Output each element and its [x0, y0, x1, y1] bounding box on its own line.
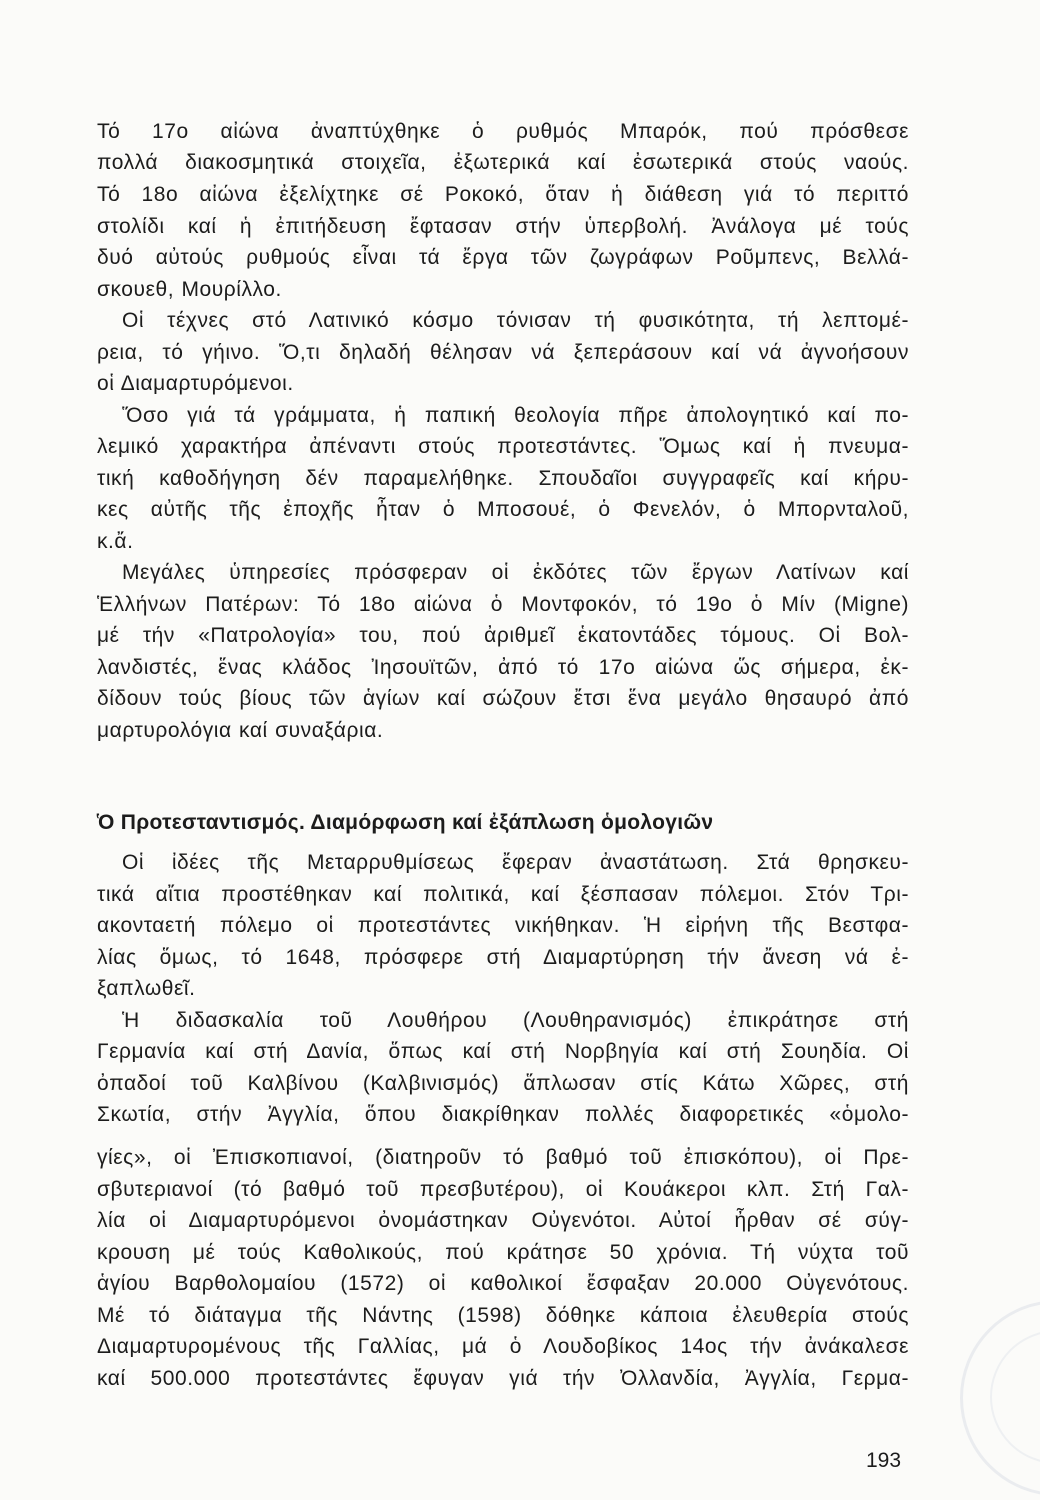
text-line-16: Ἑλλήνων Πατέρων: Τό 18ο αἰώνα ὁ Μοντφοκόν, τό 19ο ὁ Μίν (Migne) — [97, 593, 909, 616]
text-line-14: κ.ἄ. — [97, 530, 134, 553]
text-line-36: Διαμαρτυρομένους τῆς Γαλλίας, μά ὁ Λουδοβίκος 14ος τήν ἀνάκαλεσε — [97, 1335, 909, 1358]
text-line-18: λανδιστές, ἕνας κλάδος Ἰησουϊτῶν, ἀπό τό 17ο αἰώνα ὥς σήμερα, ἐκ- — [97, 656, 909, 679]
text-line-5: δυό αὐτούς ρυθμούς εἶναι τά ἔργα τῶν ζωγράφων Ροῦμπενς, Βελλά- — [97, 246, 909, 269]
text-line-21: Οἱ ἰδέες τῆς Μεταρρυθμίσεως ἔφεραν ἀναστάτωση. Στά θρησκευ- — [122, 851, 909, 874]
text-line-4: στολίδι καί ἡ ἐπιτήδευση ἔφτασαν στήν ὑπερβολή. Ἀνάλογα μέ τούς — [97, 215, 909, 238]
text-line-34: ἁγίου Βαρθολομαίου (1572) οἱ καθολικοί ἔσφαξαν 20.000 Οὐγενότους. — [97, 1272, 909, 1295]
text-line-15: Μεγάλες ὑπηρεσίες πρόσφεραν οἱ ἐκδότες τῶν ἔργων Λατίνων καί — [122, 561, 909, 584]
text-line-29: Σκωτία, στήν Ἀγγλία, ὅπου διακρίθηκαν πολλές διαφορετικές «ὁμολο- — [97, 1103, 909, 1126]
text-line-31: σβυτεριανοί (τό βαθμό τοῦ πρεσβυτέρου), οἱ Κουάκεροι κλπ. Στή Γαλ- — [97, 1178, 909, 1201]
text-line-11: λεμικό χαρακτήρα ἀπέναντι στούς προτεστάντες. Ὅμως καί ἡ πνευμα- — [97, 435, 909, 458]
text-line-22: τικά αἴτια προστέθηκαν καί πολιτικά, καί ξέσπασαν πόλεμοι. Στόν Τρι- — [97, 883, 909, 906]
text-line-33: κρουση μέ τούς Καθολικούς, πού κράτησε 50 χρόνια. Τή νύχτα τοῦ — [97, 1241, 909, 1264]
text-line-7: Οἱ τέχνες στό Λατινικό κόσμο τόνισαν τή φυσικότητα, τή λεπτομέ- — [122, 309, 909, 332]
text-line-2: πολλά διακοσμητικά στοιχεῖα, ἐξωτερικά καί ἐσωτερικά στούς ναούς. — [97, 151, 909, 174]
text-line-6: σκουεθ, Μουρίλλο. — [97, 278, 282, 301]
page-number: 193 — [866, 1449, 902, 1472]
text-line-1: Τό 17ο αἰώνα ἀναπτύχθηκε ὁ ρυθμός Μπαρόκ, πού πρόσθεσε — [97, 120, 909, 143]
text-line-37: καί 500.000 προτεστάντες ἔφυγαν γιά τήν Ὀλλανδία, Ἀγγλία, Γερμα- — [97, 1367, 909, 1390]
text-line-23: ακονταετή πόλεμο οἱ προτεστάντες νικήθηκαν. Ἡ εἰρήνη τῆς Βεστφα- — [97, 914, 909, 937]
text-line-9: οἱ Διαμαρτυρόμενοι. — [97, 372, 294, 395]
text-line-24: λίας ὅμως, τό 1648, πρόσφερε στή Διαμαρτύρηση τήν ἄνεση νά ἐ- — [97, 946, 909, 969]
text-line-13: κες αὐτῆς τῆς ἐποχῆς ἦταν ὁ Μποσουέ, ὁ Φενελόν, ὁ Μπορνταλοῦ, — [97, 498, 909, 521]
text-line-3: Τό 18ο αἰώνα ἐξελίχτηκε σέ Ροκοκό, ὅταν ἡ διάθεση γιά τό περιττό — [97, 183, 909, 206]
section-heading: Ὁ Προτεσταντισμός. Διαμόρφωση καί ἐξάπλωση ὁμολογιῶν — [97, 811, 714, 834]
text-line-20: μαρτυρολόγια καί συναξάρια. — [97, 719, 384, 742]
text-line-32: λία οἱ Διαμαρτυρόμενοι ὀνομάστηκαν Οὐγενότοι. Αὐτοί ἦρθαν σέ σύγ- — [97, 1209, 909, 1232]
text-line-28: ὀπαδοί τοῦ Καλβίνου (Καλβινισμός) ἅπλωσαν στίς Κάτω Χῶρες, στή — [97, 1072, 909, 1095]
text-line-17: μέ τήν «Πατρολογία» του, πού ἀριθμεῖ ἑκατοντάδες τόμους. Οἱ Βολ- — [97, 624, 909, 647]
text-line-8: ρεια, τό γήινο. Ὅ,τι δηλαδή θέλησαν νά ξεπεράσουν καί νά ἀγνοήσουν — [97, 341, 909, 364]
text-line-12: τική καθοδήγηση δέν παραμελήθηκε. Σπουδαῖοι συγγραφεῖς καί κήρυ- — [97, 467, 909, 490]
text-line-35: Μέ τό διάταγμα τῆς Νάντης (1598) δόθηκε κάποια ἐλευθερία στούς — [97, 1304, 909, 1327]
text-line-25: ξαπλωθεῖ. — [97, 977, 196, 1000]
text-line-19: δίδουν τούς βίους τῶν ἁγίων καί σώζουν ἔτσι ἕνα μεγάλο θησαυρό ἀπό — [97, 687, 909, 710]
text-line-26: Ἡ διδασκαλία τοῦ Λουθήρου (Λουθηρανισμός) ἐπικράτησε στή — [122, 1009, 909, 1032]
text-line-10: Ὅσο γιά τά γράμματα, ἡ παπική θεολογία πῆρε ἀπολογητικό καί πο- — [122, 404, 909, 427]
text-line-30: γίες», οἱ Ἐπισκοπιανοί, (διατηροῦν τό βαθμό τοῦ ἐπισκόπου), οἱ Πρε- — [97, 1146, 909, 1169]
text-line-27: Γερμανία καί στή Δανία, ὅπως καί στή Νορβηγία καί στή Σουηδία. Οἱ — [97, 1040, 909, 1063]
